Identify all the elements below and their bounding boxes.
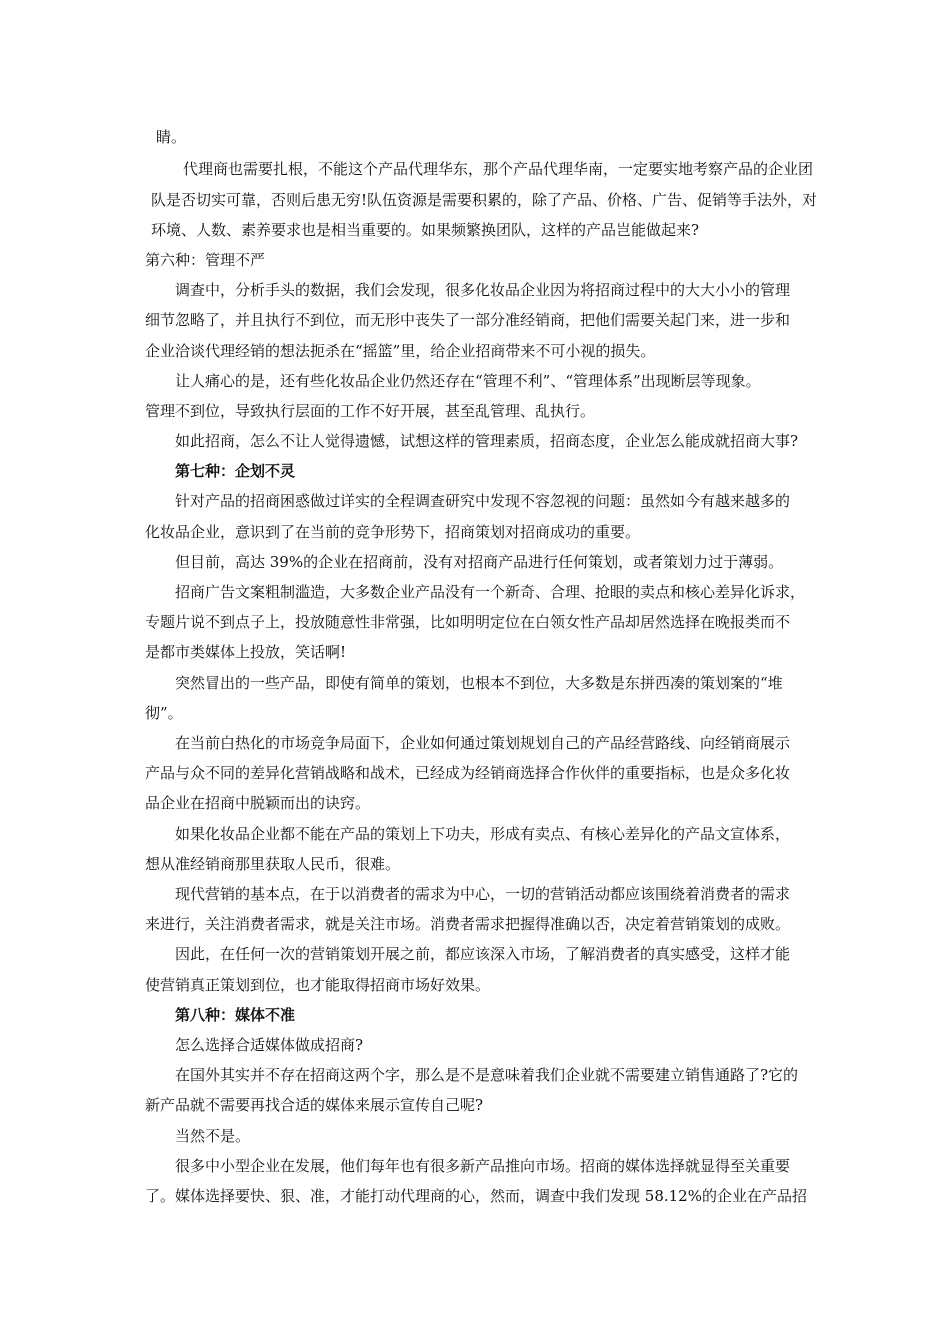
text-line: 企业洽谈代理经销的想法扼杀在“摇篮”里，给企业招商带来不可小视的损失。 (145, 342, 656, 360)
text-line: 怎么选择合适媒体做成招商? (175, 1036, 364, 1054)
text-line: 很多中小型企业在发展，他们每年也有很多新产品推向市场。招商的媒体选择就显得至关重要 (175, 1157, 791, 1175)
text-line: 了。媒体选择要快、狠、准，才能打动代理商的心，然而，调查中我们发现 58.12%的企业在产品招 (145, 1187, 807, 1205)
text-line: 产品与众不同的差异化营销战略和战术，已经成为经销商选择合作伙伴的重要指标，也是众多化妆 (145, 764, 791, 782)
text-line: 来进行，关注消费者需求，就是关注市场。消费者需求把握得准确以否，决定着营销策划的成败。 (145, 915, 791, 933)
text-line: 使营销真正策划到位，也才能取得招商市场好效果。 (145, 976, 491, 994)
text-line: 队是否切实可靠，否则后患无穷!队伍资源是需要积累的，除了产品、价格、广告、促销等手法外，对 (151, 191, 818, 209)
text-line: 新产品就不需要再找合适的媒体来展示宣传自己呢? (145, 1096, 484, 1114)
text-line: 专题片说不到点子上，投放随意性非常强，比如明明定位在白领女性产品却居然选择在晚报类而不 (145, 613, 791, 631)
text-line: 现代营销的基本点，在于以消费者的需求为中心，一切的营销活动都应该围绕着消费者的需求 (175, 885, 791, 903)
text-line: 细节忽略了，并且执行不到位，而无形中丧失了一部分准经销商，把他们需要关起门来，进一步和 (145, 311, 791, 329)
text-line: 但目前，高达 39%的企业在招商前，没有对招商产品进行任何策划，或者策划力过于薄弱。 (175, 553, 784, 571)
text-line: 针对产品的招商困惑做过详实的全程调查研究中发现不容忽视的问题：虽然如今有越来越多的 (175, 492, 791, 510)
text-line: 想从准经销商那里获取人民币，很难。 (145, 855, 401, 873)
text-line: 让人痛心的是，还有些化妆品企业仍然还存在“管理不利”、“管理体系”出现断层等现象。 (175, 372, 761, 390)
section-heading-7: 第七种：企划不灵 (175, 462, 296, 480)
text-line: 当然不是。 (175, 1127, 251, 1145)
text-line: 如此招商，怎么不让人觉得遗憾，试想这样的管理素质，招商态度，企业怎么能成就招商大事? (175, 432, 799, 450)
text-line: 因此，在任何一次的营销策划开展之前，都应该深入市场，了解消费者的真实感受，这样才能 (175, 945, 791, 963)
text-line: 化妆品企业，意识到了在当前的竞争形势下，招商策划对招商成功的重要。 (145, 523, 641, 541)
text-line: 管理不到位，导致执行层面的工作不好开展，甚至乱管理、乱执行。 (145, 402, 596, 420)
text-line: 招商广告文案粗制滥造，大多数企业产品没有一个新奇、合理、抢眼的卖点和核心差异化诉求， (175, 583, 806, 601)
text-line: 代理商也需要扎根，不能这个产品代理华东，那个产品代理华南，一定要实地考察产品的企业团 (183, 160, 814, 178)
text-line: 睛。 (156, 128, 187, 146)
text-line: 在国外其实并不存在招商这两个字，那么是不是意味着我们企业就不需要建立销售通路了?它的 (175, 1066, 799, 1084)
text-line: 调查中，分析手头的数据，我们会发现，很多化妆品企业因为将招商过程中的大大小小的管理 (175, 281, 791, 299)
text-line: 如果化妆品企业都不能在产品的策划上下功夫，形成有卖点、有核心差异化的产品文宣体系， (175, 825, 791, 843)
section-heading-6: 第六种：管理不严 (145, 251, 266, 269)
section-heading-8: 第八种：媒体不准 (175, 1006, 296, 1024)
text-line: 品企业在招商中脱颖而出的诀窍。 (145, 794, 371, 812)
text-line: 在当前白热化的市场竞争局面下，企业如何通过策划规划自己的产品经营路线、向经销商展示 (175, 734, 791, 752)
text-line: 彻”。 (145, 704, 183, 722)
text-line: 是都市类媒体上投放，笑话啊! (145, 643, 347, 661)
text-line: 突然冒出的一些产品，即使有简单的策划，也根本不到位，大多数是东拼西凑的策划案的“堆 (175, 674, 783, 692)
text-line: 环境、人数、素养要求也是相当重要的。如果频繁换团队，这样的产品岂能做起来? (151, 221, 700, 239)
